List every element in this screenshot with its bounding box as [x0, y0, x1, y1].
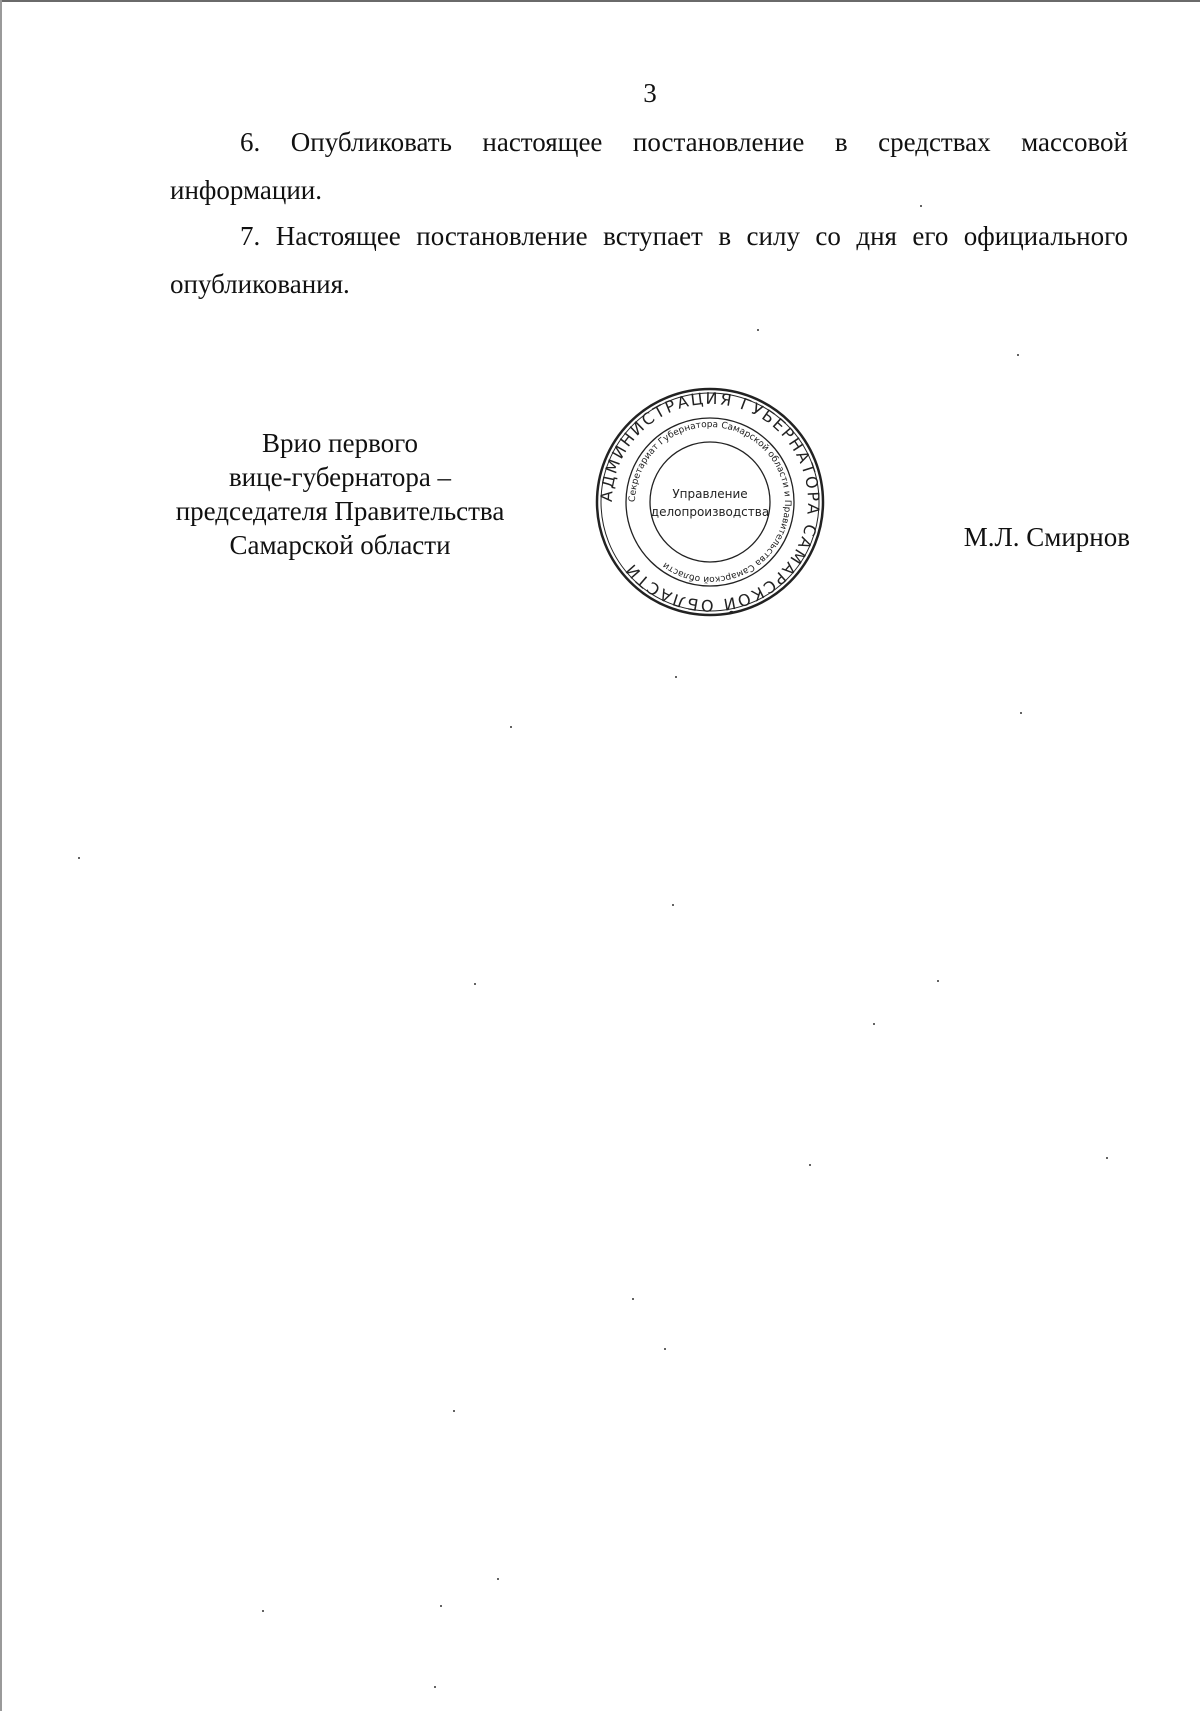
paragraph-6-continuation: информации. [170, 175, 322, 205]
scan-speck [664, 1348, 666, 1350]
scan-speck [937, 980, 939, 982]
signer-position [160, 426, 520, 562]
scan-speck [497, 1578, 499, 1580]
scan-speck [440, 1605, 442, 1607]
signer-name: М.Л. Смирнов [963, 522, 1130, 552]
official-stamp [590, 382, 830, 622]
scan-speck [434, 1686, 436, 1688]
scan-speck [78, 857, 80, 859]
scan-speck [1020, 712, 1022, 714]
paragraph-7-first-line: 7. Настоящее постановление вступает в силу со дня его официального [240, 221, 1128, 251]
page-number: 3 [643, 78, 657, 108]
stamp-inner-ring [650, 442, 770, 562]
scan-speck [809, 1164, 811, 1166]
scan-speck [672, 904, 674, 906]
scan-speck [510, 726, 512, 728]
scan-edge-left [0, 0, 2, 1711]
signer-position-line: Самарской области [229, 530, 451, 560]
scan-speck [757, 329, 759, 331]
scan-speck [474, 983, 476, 985]
stamp-center-line: делопроизводства [650, 505, 770, 519]
paragraph-6-first-line: 6. Опубликовать настоящее постановление в средствах массовой [240, 127, 1128, 157]
signer-position-line: Врио первого [261, 428, 419, 458]
paragraph-7-continuation: опубликования. [170, 269, 350, 299]
paragraph-6 [170, 118, 1128, 214]
scan-speck [632, 1298, 634, 1300]
scan-speck [675, 676, 677, 678]
stamp-middle-ring [626, 418, 794, 586]
scan-speck [262, 1610, 264, 1612]
scan-speck [1017, 354, 1019, 356]
scan-speck [920, 205, 922, 207]
scan-speck [873, 1023, 875, 1025]
signer-position-line: вице-губернатора – [228, 462, 452, 492]
scan-speck [453, 1410, 455, 1412]
signer-position-line: председателя Правительства [175, 496, 505, 526]
stamp-inner-ring-text: Секретариат Губернатора Самарской области и Правительства Самарской области [627, 419, 793, 585]
stamp-center-line: Управление [672, 487, 748, 501]
scan-edge-top [0, 0, 1200, 2]
stamp-outer-ring-text: АДМИНИСТРАЦИЯ ГУБЕРНАТОРА САМАРСКОЙ ОБЛАСТИ [596, 388, 824, 616]
scan-speck [1106, 1157, 1108, 1159]
paragraph-7 [170, 212, 1128, 308]
